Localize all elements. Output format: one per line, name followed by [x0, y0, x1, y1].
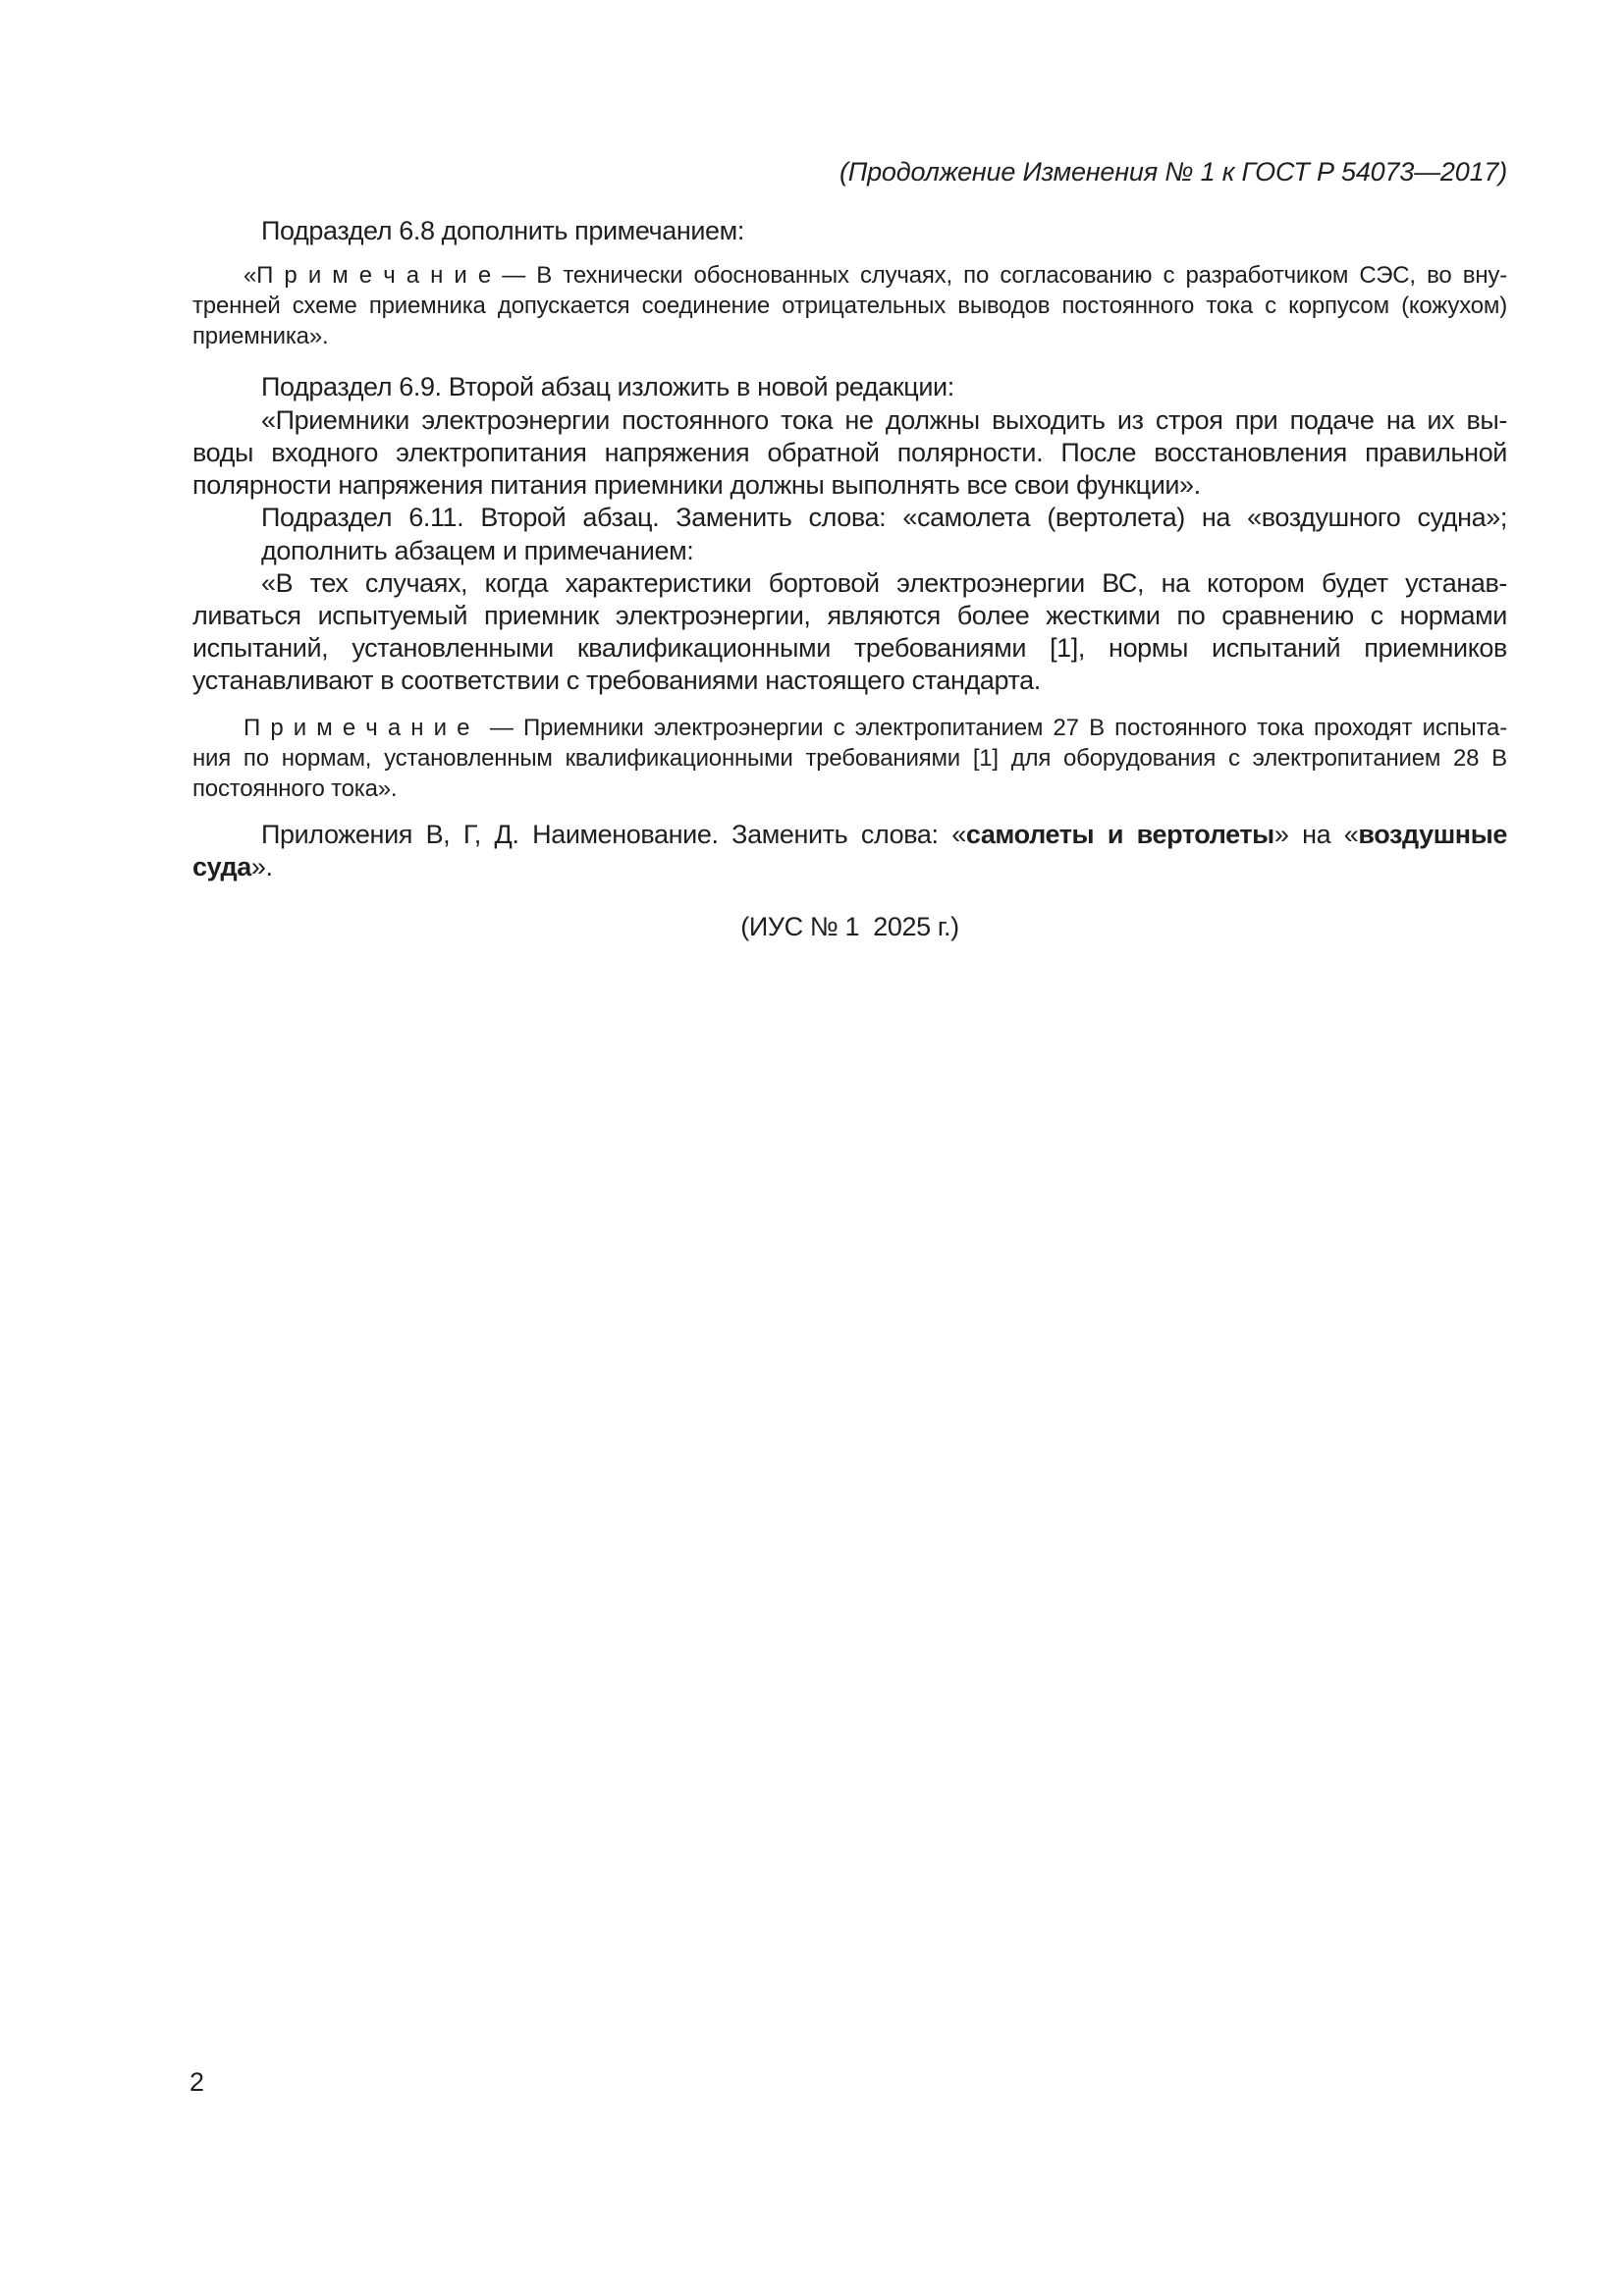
text-line: ния по нормам, установленным квалификационными требованиями [1] для оборудования с электропитанием 28 В [192, 745, 1507, 772]
note-6-8 [192, 260, 1507, 351]
bold-text-segment: воздушные [1358, 820, 1507, 849]
text-line: «П р и м е ч а н и е — В технически обоснованных случаях, по согласованию с разработчиком СЭС, во вну- [244, 262, 1507, 289]
paragraph-6-11-addendum [192, 535, 1507, 567]
paragraph-subsection-6-8 [192, 215, 1507, 247]
note-6-11 [192, 713, 1507, 804]
text-line: ливаться испытуемый приемник электроэнергии, являются более жесткими по сравнению с нормами [192, 601, 1507, 630]
bold-text-segment: суда [192, 852, 251, 881]
text-line: воды входного электропитания напряжения обратной полярности. После восстановления правильной [192, 438, 1507, 467]
running-title: (Продолжение Изменения № 1 к ГОСТ Р 54073—2017) [839, 157, 1507, 187]
bold-text-segment: самолеты и вертолеты [965, 820, 1274, 849]
text-segment: ». [250, 852, 273, 881]
text-line: испытаний, установленными квалификационными требованиями [1], нормы испытаний приемников [192, 633, 1507, 663]
paragraph-6-11-text [192, 567, 1507, 697]
text-line: Подраздел 6.11. Второй абзац. Заменить слова: «самолета (вертолета) на «воздушного судна»; [261, 503, 1507, 532]
text-line: Подраздел 6.9. Второй абзац изложить в новой редакции: [261, 372, 954, 401]
text-line: дополнить абзацем и примечанием: [261, 536, 694, 565]
document-content [192, 0, 1507, 943]
text-line: П р и м е ч а н и е — Приемники электроэнергии с электропитанием 27 В постоянного тока проходят испыта- [244, 715, 1507, 741]
paragraph-appendices [192, 819, 1507, 883]
text-line: (ИУС № 1 2025 г.) [740, 912, 959, 941]
text-line: полярности напряжения питания приемники должны выполнять все свои функции». [192, 470, 1201, 500]
paragraph-subsection-6-9 [192, 371, 1507, 403]
text-line: приемника». [192, 323, 329, 349]
paragraph-ius-reference [192, 911, 1507, 943]
text-line: устанавливают в соответствии с требованиями настоящего стандарта. [192, 666, 1041, 695]
page-number: 2 [189, 2067, 205, 2097]
paragraph-6-9-text [192, 404, 1507, 502]
text-line: «В тех случаях, когда характеристики бортовой электроэнергии ВС, на котором будет устанав- [261, 568, 1507, 598]
paragraph-subsection-6-11 [192, 502, 1507, 534]
text-line: постоянного тока». [192, 775, 398, 802]
text-segment: » на « [1273, 820, 1359, 849]
text-line: Подраздел 6.8 дополнить примечанием: [261, 216, 744, 245]
text-line [192, 819, 1507, 851]
text-line: тренней схеме приемника допускается соединение отрицательных выводов постоянного тока с корпусом (кожухом) [192, 293, 1507, 319]
text-segment: Приложения В, Г, Д. Наименование. Заменить слова: « [261, 820, 966, 849]
text-line: «Приемники электроэнергии постоянного тока не должны выходить из строя при подаче на их вы- [261, 405, 1507, 435]
text-line [192, 851, 1507, 883]
